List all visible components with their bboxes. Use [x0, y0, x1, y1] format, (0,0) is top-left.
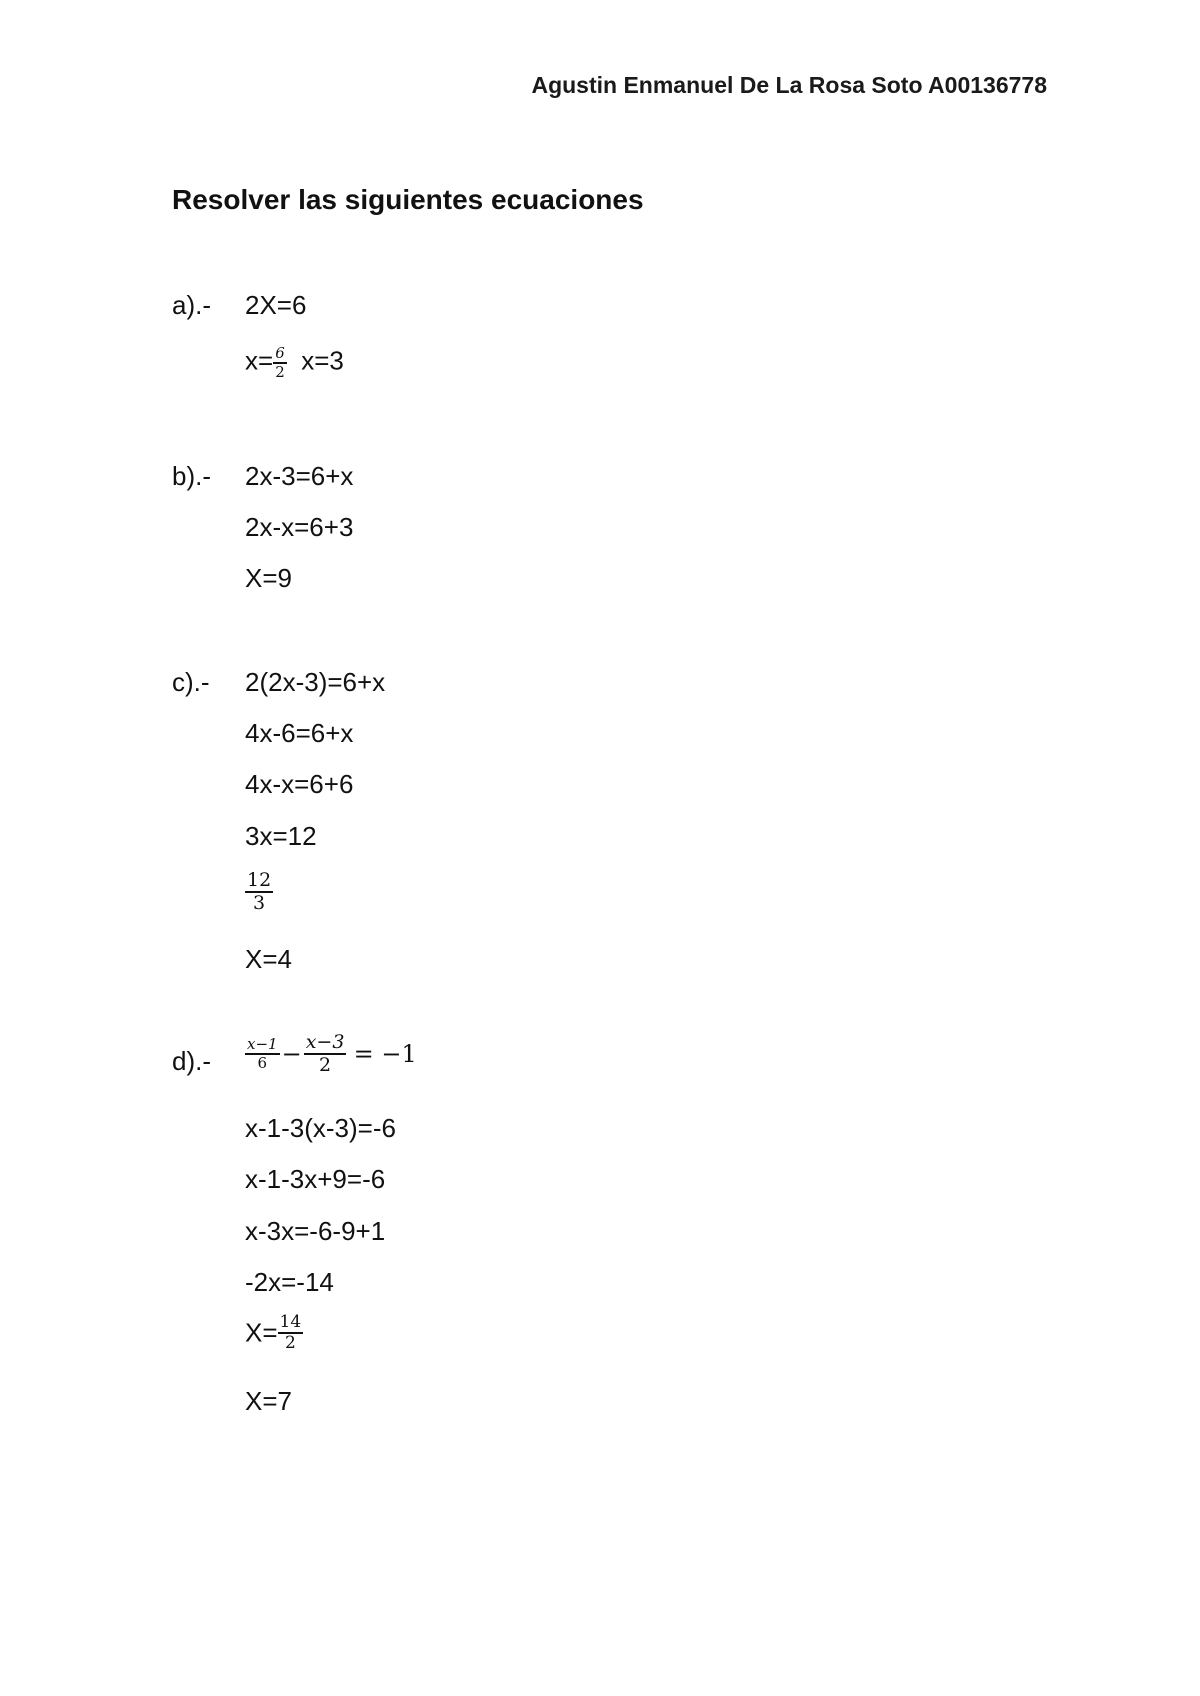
fraction-numerator: 6	[275, 344, 285, 362]
fraction-numerator: 14	[279, 1312, 302, 1332]
problem-d-fraction-2	[304, 1032, 347, 1076]
fraction-denominator: 2	[319, 1053, 332, 1076]
problem-d-equation	[245, 1032, 417, 1076]
minus-sign: −	[281, 1039, 302, 1068]
problem-c-fraction	[245, 870, 273, 914]
problem-c-step-2: 4x-x=6+6	[245, 769, 354, 799]
problem-d-step-1: x-1-3(x-3)=-6	[245, 1113, 396, 1143]
problem-c-equation: 2(2x-3)=6+x	[245, 667, 386, 697]
problem-d-step-2: x-1-3x+9=-6	[245, 1164, 386, 1194]
fraction-denominator: 3	[253, 891, 266, 914]
problem-b-result: X=9	[245, 563, 292, 593]
problem-b-equation: 2x-3=6+x	[245, 461, 354, 491]
fraction-denominator: 6	[257, 1053, 268, 1072]
problem-a-fraction	[273, 345, 287, 380]
problem-c-step-4	[245, 870, 273, 914]
fraction-numerator: x−3	[305, 1031, 345, 1053]
fraction-numerator: x−1	[247, 1035, 278, 1054]
fraction-denominator: 2	[284, 1332, 296, 1353]
problem-d-step-4: -2x=-14	[245, 1267, 334, 1297]
fraction-denominator: 2	[275, 362, 285, 381]
problem-d-step-5-prefix: X=	[245, 1317, 278, 1348]
problem-a-equation: 2X=6	[245, 290, 307, 320]
fraction-numerator: 12	[247, 869, 272, 891]
problem-a-label: a).-	[172, 290, 211, 320]
problem-d-step-3: x-3x=-6-9+1	[245, 1216, 386, 1246]
problem-d-label: d).-	[172, 1046, 211, 1076]
problem-d-result: X=7	[245, 1386, 292, 1416]
page-title: Resolver las siguientes ecuaciones	[172, 184, 644, 215]
problem-c-step-3: 3x=12	[245, 821, 317, 851]
author-header: Agustin Enmanuel De La Rosa Soto A00136778	[531, 72, 1047, 98]
problem-c-label: c).-	[172, 667, 210, 697]
problem-a-result: x=3	[301, 345, 344, 376]
problem-d-step-5	[245, 1313, 303, 1352]
problem-c-step-1: 4x-6=6+x	[245, 718, 354, 748]
problem-a-step-1-prefix: x=	[245, 345, 274, 376]
problem-c-result: X=4	[245, 944, 292, 974]
problem-d-fraction-3	[278, 1313, 304, 1352]
problem-a-step-1	[245, 345, 344, 380]
equation-rhs: = −1	[353, 1039, 417, 1068]
problem-b-step-1: 2x-x=6+3	[245, 512, 354, 542]
problem-d-fraction-1	[245, 1036, 280, 1071]
problem-b-label: b).-	[172, 461, 211, 491]
